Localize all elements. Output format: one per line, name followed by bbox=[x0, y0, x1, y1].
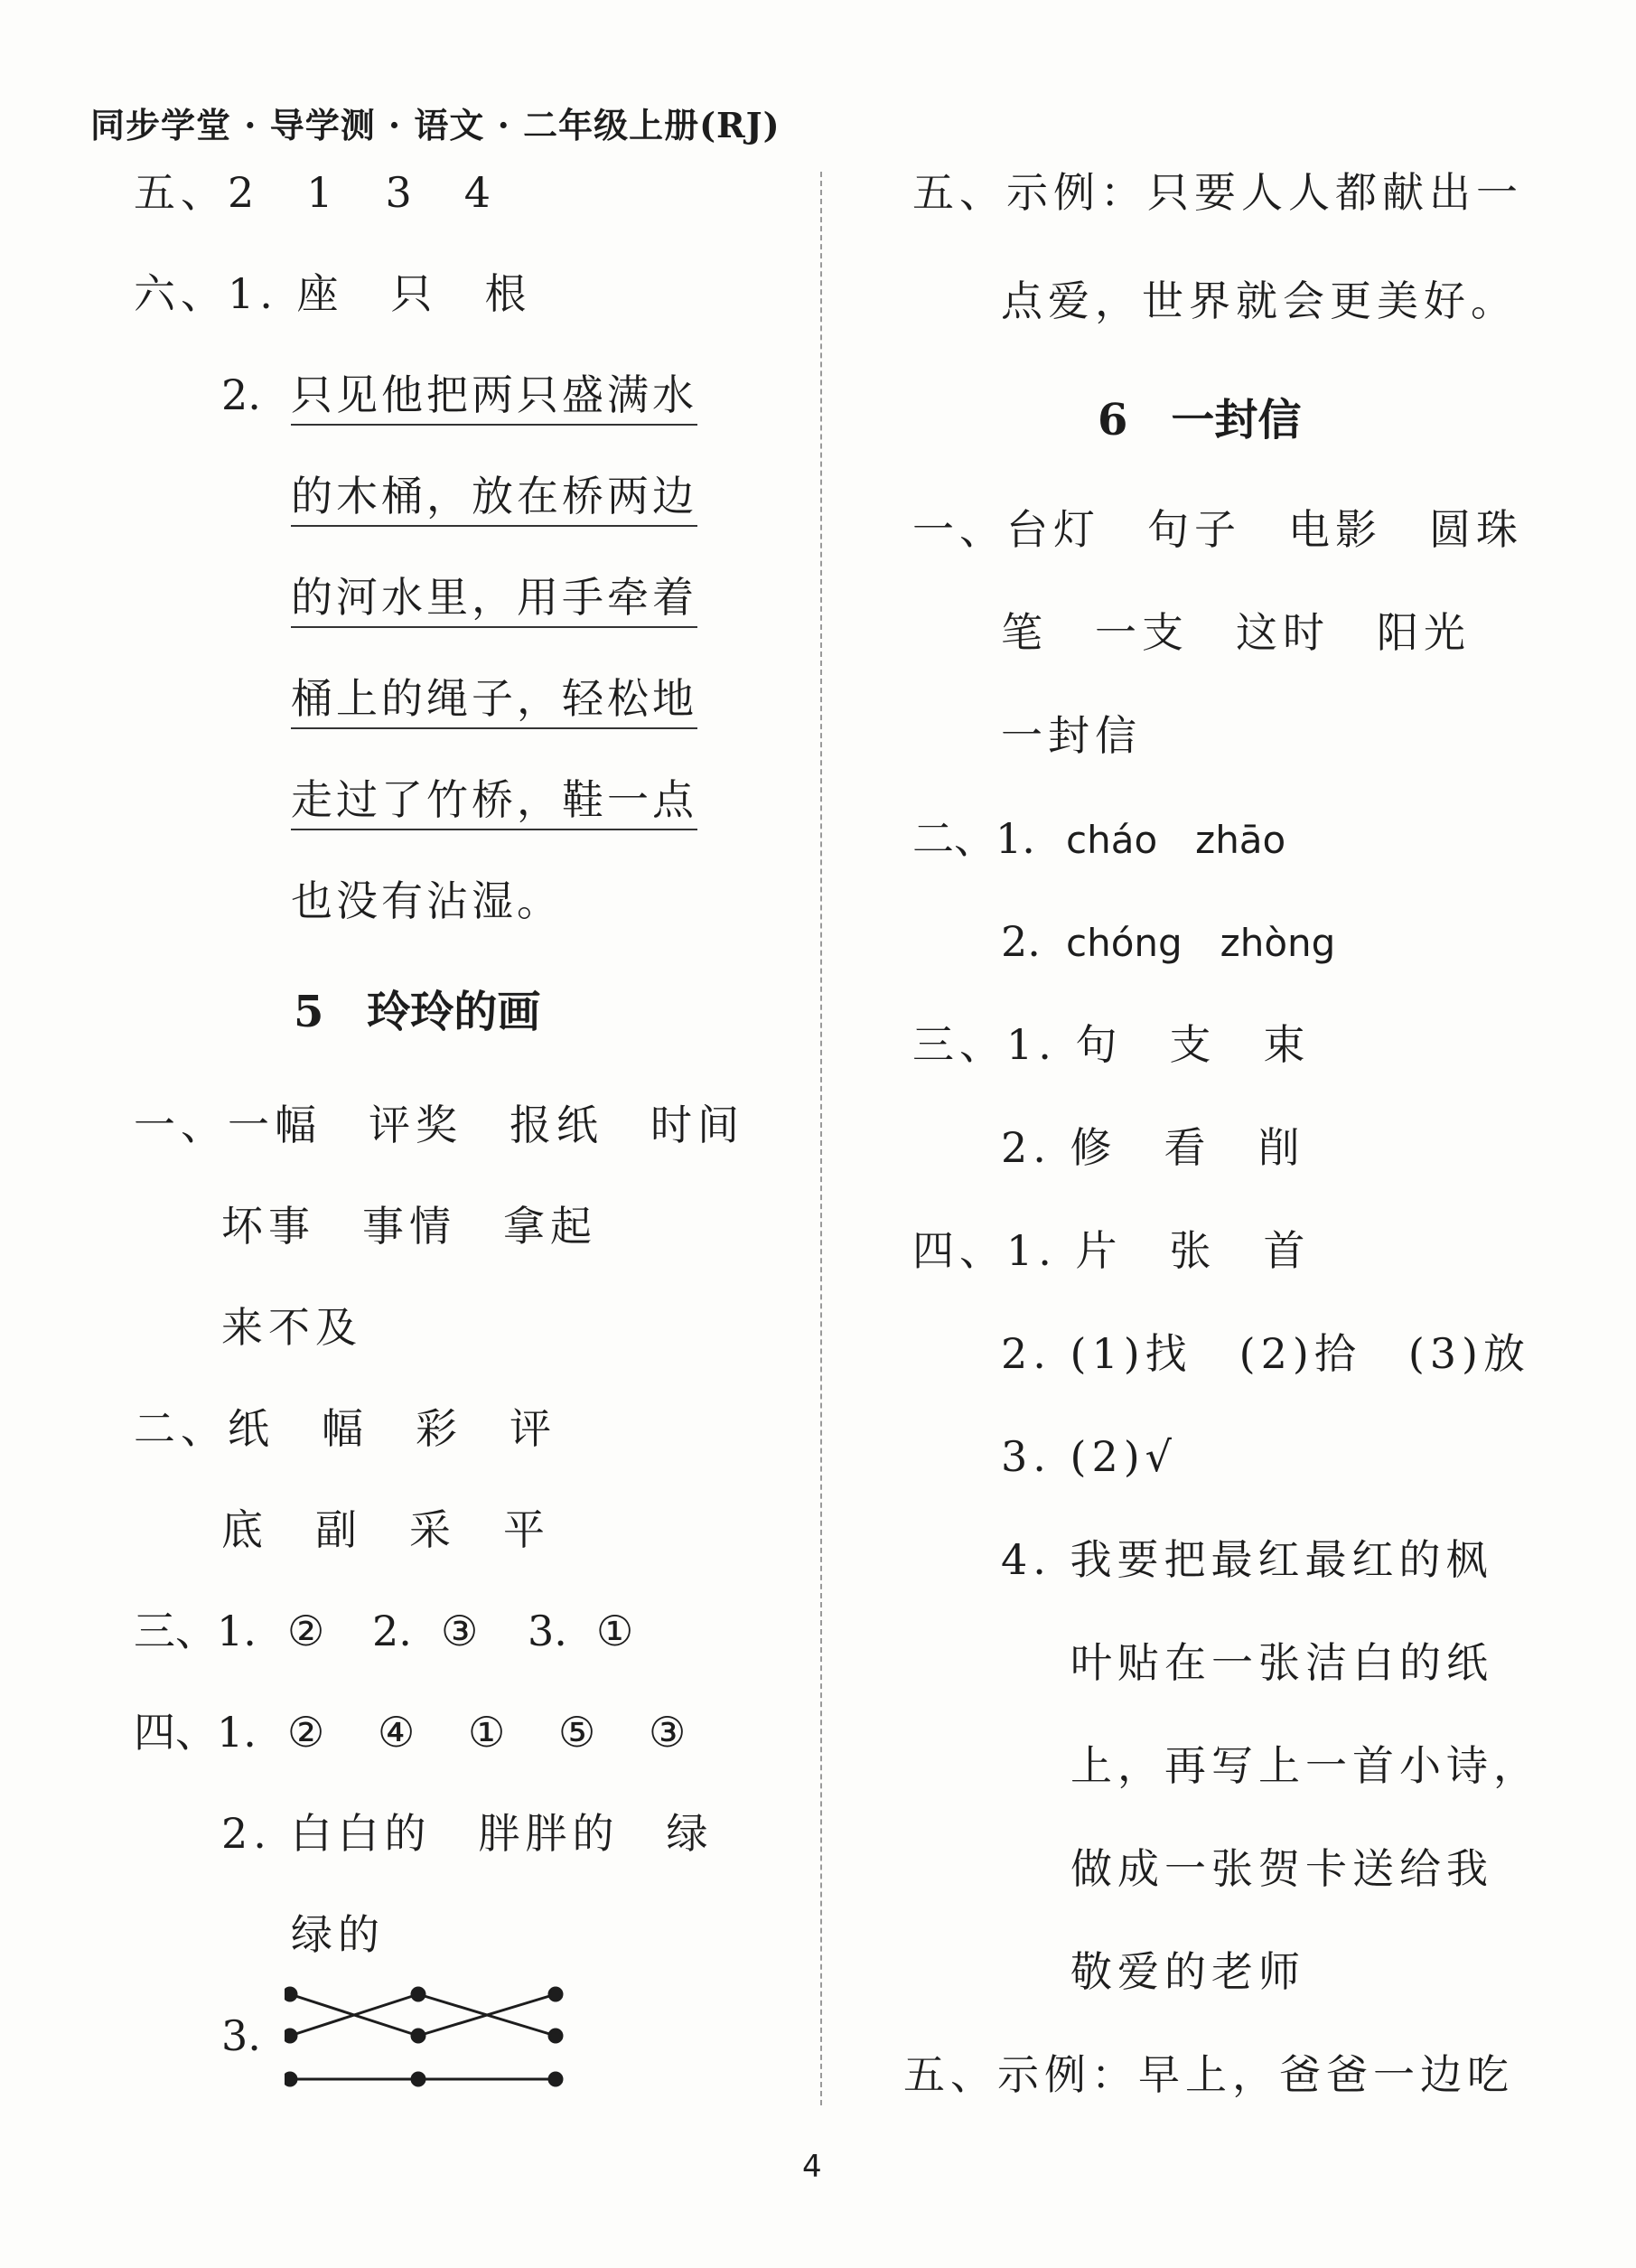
answer-line: 的木桶，放在桥两边 bbox=[291, 471, 697, 527]
l6-section-4-item-4-line: 做成一张贺卡送给我 bbox=[1070, 1844, 1493, 1893]
left-section-5: 五、2 1 3 4 bbox=[134, 168, 497, 217]
l6-section-4-line: 3. (2)√ bbox=[1001, 1432, 1177, 1481]
l5-section-4-item-2: 绿的 bbox=[291, 1910, 385, 1959]
pinyin-answer: chóng zhòng bbox=[1066, 921, 1336, 965]
l6-section-4-item-4-line: 敬爱的老师 bbox=[1070, 1947, 1305, 1996]
circled-answer: ② bbox=[287, 1708, 325, 1757]
l5-section-1-line: 坏事 事情 拿起 bbox=[221, 1202, 597, 1251]
left-section-6-item-2-label: 2. bbox=[221, 370, 261, 419]
l6-section-5-line: 五、示例：早上，爸爸一边吃 bbox=[903, 2050, 1514, 2099]
l5-section-4-item-3-label: 3. bbox=[221, 2011, 261, 2060]
circled-answer: ① bbox=[468, 1708, 506, 1757]
l5-section-4-item-2: 2. 白白的 胖胖的 绿 bbox=[221, 1809, 714, 1858]
answer-line: 也没有沾湿。 bbox=[291, 876, 562, 925]
page-header: 同步学堂 · 导学测 · 语文 · 二年级上册(RJ) bbox=[90, 105, 781, 145]
left-section-6-item-1: 六、1. 座 只 根 bbox=[134, 269, 532, 318]
answer-line: 的河水里，用手牵着 bbox=[291, 572, 697, 628]
circled-answer: ④ bbox=[378, 1708, 416, 1757]
right-section-5-line: 五、示例：只要人人都献出一 bbox=[912, 168, 1523, 217]
l6-section-3-line: 三、1. 句 支 束 bbox=[912, 1020, 1311, 1069]
circled-answer: ① bbox=[596, 1607, 634, 1655]
circled-answer: ② bbox=[287, 1607, 325, 1655]
l6-section-2-item-2-label: 2. bbox=[1001, 917, 1041, 966]
l6-section-1-line: 一、台灯 句子 电影 圆珠 bbox=[912, 505, 1523, 554]
item-number: 3. bbox=[528, 1607, 567, 1655]
circled-answer: ③ bbox=[649, 1708, 687, 1757]
l5-section-4-label: 四、1. bbox=[134, 1708, 257, 1757]
l6-section-4-item-4-line: 叶贴在一张洁白的纸 bbox=[1070, 1638, 1493, 1687]
answer-line: 只见他把两只盛满水 bbox=[291, 370, 697, 426]
l6-section-3-line: 2. 修 看 削 bbox=[1001, 1123, 1305, 1172]
l6-section-4-line: 四、1. 片 张 首 bbox=[912, 1226, 1311, 1275]
circled-answer: ③ bbox=[441, 1607, 479, 1655]
item-number: 2. bbox=[372, 1607, 412, 1655]
l5-section-2-line: 底 副 采 平 bbox=[221, 1505, 550, 1554]
matching-lines-diagram bbox=[285, 1983, 574, 2092]
answer-line: 走过了竹桥，鞋一点 bbox=[291, 774, 697, 830]
column-divider bbox=[820, 172, 822, 2105]
lesson-6-title: 6 一封信 bbox=[1098, 395, 1302, 445]
l6-section-1-line: 笔 一支 这时 阳光 bbox=[1001, 608, 1471, 657]
l6-section-2-label: 二、1. bbox=[912, 814, 1035, 863]
answer-line: 桶上的绳子，轻松地 bbox=[291, 673, 697, 729]
l6-section-4-item-4-line: 4. 我要把最红最红的枫 bbox=[1001, 1535, 1493, 1584]
l5-section-2-line: 二、纸 幅 彩 评 bbox=[134, 1404, 556, 1453]
l5-section-3-label: 三、1. bbox=[134, 1607, 257, 1655]
l6-section-4-line: 2. (1)找 (2)拾 (3)放 bbox=[1001, 1329, 1530, 1378]
circled-answer: ⑤ bbox=[558, 1708, 596, 1757]
l6-section-1-line: 一封信 bbox=[1001, 711, 1142, 760]
l6-section-4-item-4-line: 上，再写上一首小诗， bbox=[1070, 1741, 1540, 1790]
lesson-5-title: 5 玲玲的画 bbox=[294, 987, 541, 1037]
pinyin-answer: cháo zhāo bbox=[1066, 818, 1286, 862]
right-section-5-line: 点爱，世界就会更美好。 bbox=[1001, 276, 1518, 325]
l5-section-1-line: 一、一幅 评奖 报纸 时间 bbox=[134, 1101, 744, 1149]
page-number: 4 bbox=[802, 2149, 822, 2185]
l5-section-1-line: 来不及 bbox=[221, 1303, 362, 1352]
